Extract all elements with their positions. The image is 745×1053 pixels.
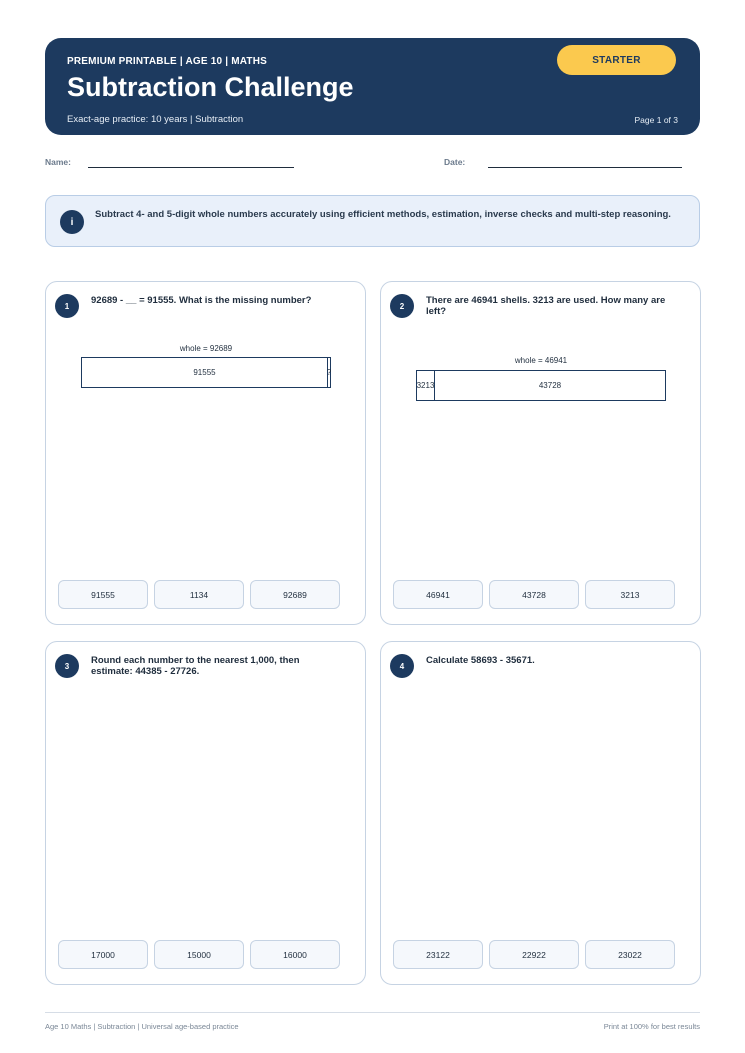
date-label: Date:	[444, 157, 466, 167]
bar-part: 3213	[416, 381, 435, 390]
name-field[interactable]	[88, 167, 294, 168]
bar-whole-label: whole = 46941	[514, 356, 568, 365]
answer-option[interactable]: 3213	[585, 580, 675, 609]
question-number: 2	[390, 294, 414, 318]
answer-option[interactable]: 91555	[58, 580, 148, 609]
answer-option[interactable]: 92689	[250, 580, 340, 609]
answer-option[interactable]: 22922	[489, 940, 579, 969]
page-number: Page 1 of 3	[634, 115, 678, 125]
bar-model	[416, 370, 666, 401]
answer-option[interactable]: 43728	[489, 580, 579, 609]
level-badge: STARTER	[557, 45, 676, 75]
answer-option[interactable]: 16000	[250, 940, 340, 969]
name-label: Name:	[45, 157, 71, 167]
question-number: 4	[390, 654, 414, 678]
header-subtitle: Exact-age practice: 10 years | Subtraction	[67, 114, 244, 125]
question-card-1	[45, 281, 366, 625]
info-icon: i	[60, 210, 84, 234]
answer-options	[393, 940, 675, 969]
header-eyebrow: PREMIUM PRINTABLE | AGE 10 | MATHS	[67, 56, 267, 67]
question-number: 3	[55, 654, 79, 678]
bar-part: 91555	[193, 368, 216, 377]
date-field[interactable]	[488, 167, 682, 168]
answer-option[interactable]: 23122	[393, 940, 483, 969]
answer-options	[58, 580, 340, 609]
question-text: Round each number to the nearest 1,000, then estimate: 44385 - 27726.	[91, 655, 300, 677]
answer-option[interactable]: 46941	[393, 580, 483, 609]
question-number: 1	[55, 294, 79, 318]
answer-options	[393, 580, 675, 609]
answer-options	[58, 940, 340, 969]
question-card-3	[45, 641, 366, 985]
worksheet-header	[45, 38, 700, 135]
question-text: 92689 - __ = 91555. What is the missing number?	[91, 295, 312, 306]
bar-model	[81, 357, 331, 388]
instructions-text: Subtract 4- and 5-digit whole numbers accurately using efficient methods, estimation, inverse checks and multi-step reasoning.	[95, 209, 671, 220]
answer-option[interactable]: 23022	[585, 940, 675, 969]
answer-option[interactable]: 1134	[154, 580, 244, 609]
instructions-box	[45, 195, 700, 247]
bar-part-missing: ?	[327, 358, 330, 387]
answer-option[interactable]: 17000	[58, 940, 148, 969]
question-card-2	[380, 281, 701, 625]
footer-left: Age 10 Maths | Subtraction | Universal age-based practice	[45, 1022, 239, 1031]
footer-divider	[45, 1012, 700, 1013]
question-text: Calculate 58693 - 35671.	[426, 655, 535, 666]
answer-option[interactable]: 15000	[154, 940, 244, 969]
question-text: There are 46941 shells. 3213 are used. How many are left?	[426, 295, 666, 317]
bar-whole-label: whole = 92689	[179, 344, 233, 353]
question-card-4	[380, 641, 701, 985]
page-title: Subtraction Challenge	[67, 72, 354, 102]
bar-part: 43728	[434, 371, 665, 400]
footer-right: Print at 100% for best results	[603, 1022, 700, 1031]
